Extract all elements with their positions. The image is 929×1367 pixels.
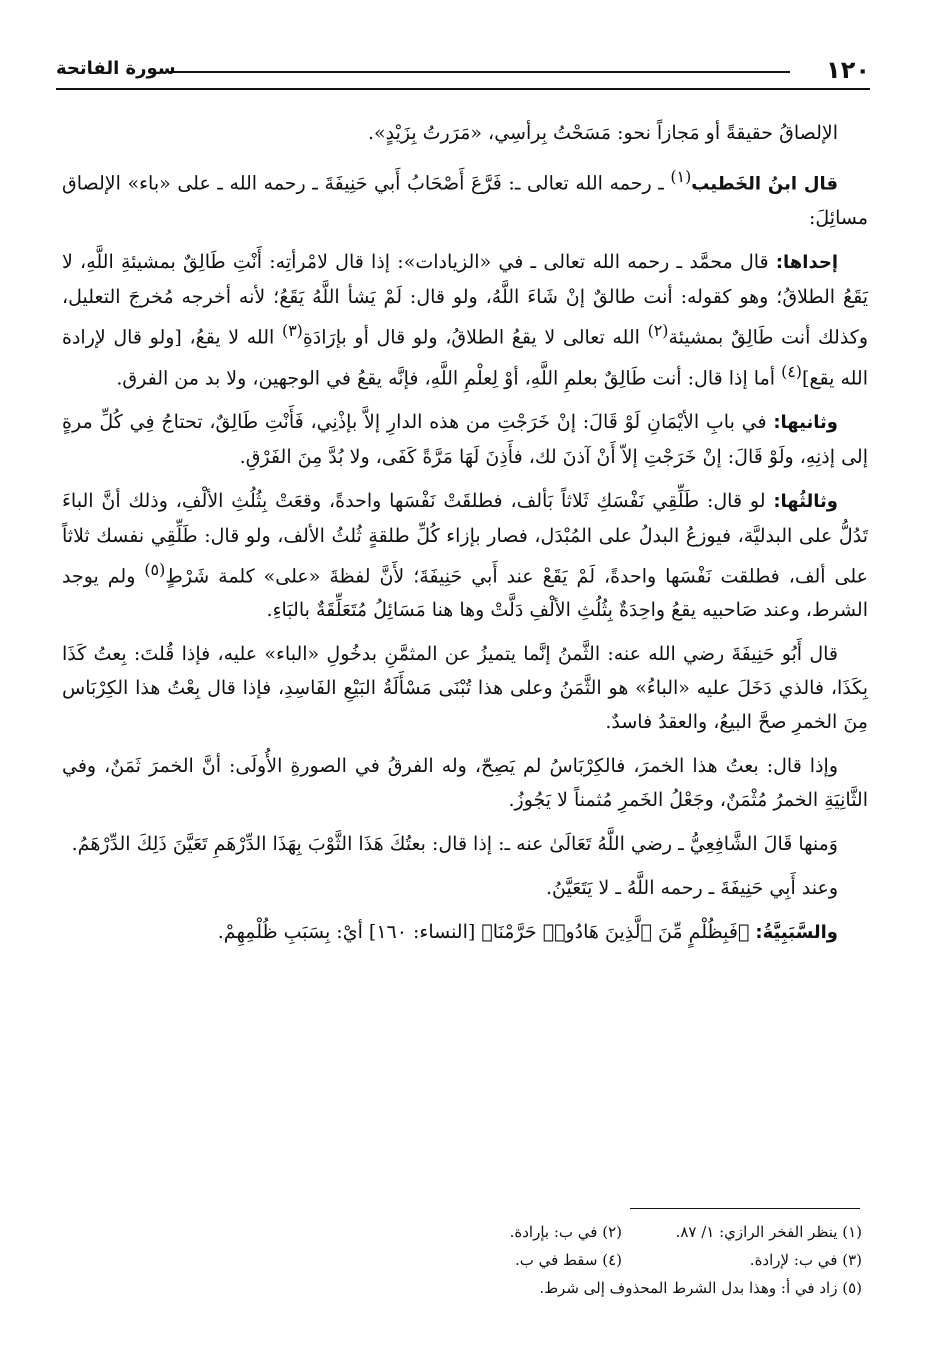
- footnote-ref-4: (٤): [781, 361, 802, 381]
- paragraph-5-text-b: ولم يوجد الشرط، وعند صَاحبيه يقعُ واحِدَةٌ بِثُلُثِ الألْفِ دَلَّتْ وها هنا مَسَائِلُ مُتَعَلِّقَةٌ بالبَاءِ.: [62, 565, 868, 622]
- paragraph-3-lead: إحداها:: [775, 252, 838, 274]
- paragraph-9: [62, 871, 868, 905]
- footnote-separator: [630, 1208, 860, 1209]
- paragraph-3-text-d: أما إذا قال: أنت طَالِقٌ بعلمِ اللَّهِ، أوْ لِعلْمِ اللَّهِ، فإنَّه يقعُ في الوجهين، ولا بد من الفرق.: [116, 366, 782, 389]
- footnote-row-2: [62, 1246, 862, 1274]
- header-underline: [56, 88, 870, 90]
- paragraph-6: [62, 637, 868, 739]
- page-number: ١٢٠: [826, 56, 870, 84]
- paragraph-4-text: في بابِ الأيْمَانِ لَوْ قَالَ: إنْ خَرَجْتِ من هذه الدارِ إلاَّ بإذْنِي، فَأَنْتِ طَالِقٌ، تحتاجُ فِي كُلِّ مرةٍ إلى إذنِهِ، ولَوْ قَالَ: إنْ خَرَجْتِ إلاّ أَنْ آذنَ لك، فأَذِنَ لَهَا مَرَّةً كَفَى، ولا بُدَّ مِنَ الفَرْقِ.: [62, 410, 868, 468]
- footnote-ref-3: (٣): [281, 321, 303, 341]
- footnote-4: (٤) سقط في ب.: [514, 1251, 622, 1269]
- paragraph-10-text: [النساء: ١٦٠] أيْ: بِسَبَبِ ظُلْمِهِمْ.: [217, 921, 482, 944]
- paragraph-2-lead: قال ابنُ الخَطيب: [691, 173, 838, 195]
- paragraph-6-text: قال أَبُو حَنِيفَةَ رضي الله عنه: الثَّمنُ إنَّما يتميزُ عن المثمَّنِ بدخُولِ «الباء» عليه، فإذا قُلتَ: بِعتُ كَذَا بِكَذَا، فالذي دَخَلَ عليه «الباءُ» هو الثَّمَنُ وعلى هذا تُبْنَى مَسْأَلَةُ البَيْعِ الفَاسِدِ، فإذا قال بِعْتُ هذا الكِرْبَاس مِنَ الخمرِ صحَّ البيعُ، والعقدُ فاسدٌ.: [62, 643, 868, 734]
- paragraph-10: [62, 915, 868, 950]
- footnotes: [62, 1218, 862, 1302]
- paragraph-3: [62, 245, 868, 395]
- paragraph-3-text-b: الله تعالى لا يقعُ الطلاقُ، ولو قال أو بإرَادَةِ: [302, 326, 648, 349]
- paragraph-2: [62, 160, 868, 235]
- running-title: سورة الفاتحة: [56, 58, 176, 79]
- footnote-5: (٥) زاد في أ: وهذا بدل الشرط المحذوف إلى شرط.: [539, 1279, 862, 1297]
- footnote-2: (٢) في ب: بإرادة.: [509, 1223, 622, 1241]
- paragraph-8-text: وَمنها قَالَ الشَّافِعِيُّ ـ رضي اللَّهُ تَعَالَىٰ عنه ـ: إذا قال: بعتُكَ هَذَا الثَّوْبَ بِهَذَا الدِّرْهَمِ تَعَيَّنَ ذَلِكَ الدِّرْهَمُ.: [71, 833, 838, 856]
- footnote-row-3: [62, 1274, 862, 1302]
- paragraph-9-text: وعند أَبِي حَنِيفَةَ ـ رحمه اللَّهُ ـ لا يَتَعَيَّنُ.: [546, 877, 838, 900]
- paragraph-3-text-a: قال محمَّد ـ رحمه الله تعالى ـ في «الزيادات»: إذا قال لامْرأتِه: أَنْتِ طَالِقٌ بمشيئةِ اللَّهِ، لا يَقَعُ الطلاقُ؛ وهو كقوله: أنت طالقٌ إنْ شَاءَ اللَّهُ، ولو قال: لَمْ يَشأ اللَّهُ يَقَعُ؛ لأنه أخرجه مُخرجَ التعليل، وكذلك أنت طَالِقٌ بمشيئة: [62, 251, 869, 349]
- footnote-1: (١) ينظر الفخر الرازي: ١/ ٨٧.: [675, 1223, 862, 1241]
- paragraph-4-lead: وثانيها:: [773, 411, 838, 433]
- paragraph-1-text: الإلصاقُ حقيقةً أو مَجازاً نحو: مَسَحْتُ بِرأسِي، «مَرَرتُ بِزَيْدٍ».: [367, 122, 838, 144]
- quran-quote: ﴿فَبِظُلْمٍ مِّنَ ٱلَّذِينَ هَادُوا۟ حَرَّمْنَا﴾: [481, 921, 756, 944]
- footnote-ref-2: (٢): [647, 321, 669, 341]
- paragraph-8: [62, 827, 868, 861]
- footnote-ref-1: (١): [670, 167, 692, 186]
- paragraph-10-lead: والسَّبَبِيَّةُ:: [755, 922, 838, 944]
- paragraph-2-text: ـ رحمه الله تعالى ـ: فَرَّعَ أَصْحَابُ أَبي حَنِيفَةَ ـ رحمه الله ـ على «باء» الإلصاق مسائِلَ:: [62, 172, 868, 230]
- paragraph-5: [62, 484, 868, 627]
- header-rule: [168, 71, 790, 73]
- footnote-ref-5: (٥): [144, 559, 166, 579]
- paragraph-1: [62, 116, 868, 150]
- footnote-3: (٣) في ب: لإرادة.: [749, 1251, 862, 1269]
- paragraph-7: [62, 749, 868, 817]
- paragraph-4: [62, 405, 868, 474]
- paragraph-7-text: وإذا قال: بعتُ هذا الخمرَ، فالكِرْبَاسُ لم يَصِحّ، وله الفرقُ في الصورةِ الأُولَى: أنَّ الخمرَ ثَمَنٌ، وفي الثَّانِيَةِ الخمرُ مُثْمَنٌ، وجَعْلُ الخَمرِ مُثمناً لا يَجُوزُ.: [62, 755, 868, 812]
- main-text: [62, 116, 868, 960]
- paragraph-3-text-c: الله لا يقعُ، [ولو قال لإرادة الله يقع]: [62, 326, 868, 389]
- page-header: [56, 56, 870, 90]
- paragraph-5-lead: وثالثُها:: [773, 490, 838, 512]
- paragraph-5-text-a: لو قال: طَلِّقِي نَفْسَكِ ثَلاثاً بَألف، فطلقَتْ نَفْسَها واحدةً، وقعَتْ بِثُلُثِ الألْفِ، وذلك أنَّ الباءَ تَدُلُّ على البدليَّة، فيوزعُ البدلُ على المُبْدَل، فصار بإزاء كُلِّ طلقةٍ ثُلثُ الألف، ولو قال: طَلِّقِي نفسك ثلاثاً على ألف، فطلقت نَفْسَها واحدةً، لَمْ يَقَعْ عند أَبي حَنِيفَةَ؛ لأَنَّ لفظةَ «على» كلمة شَرْطٍ: [62, 489, 868, 588]
- footnote-row-1: [62, 1218, 862, 1246]
